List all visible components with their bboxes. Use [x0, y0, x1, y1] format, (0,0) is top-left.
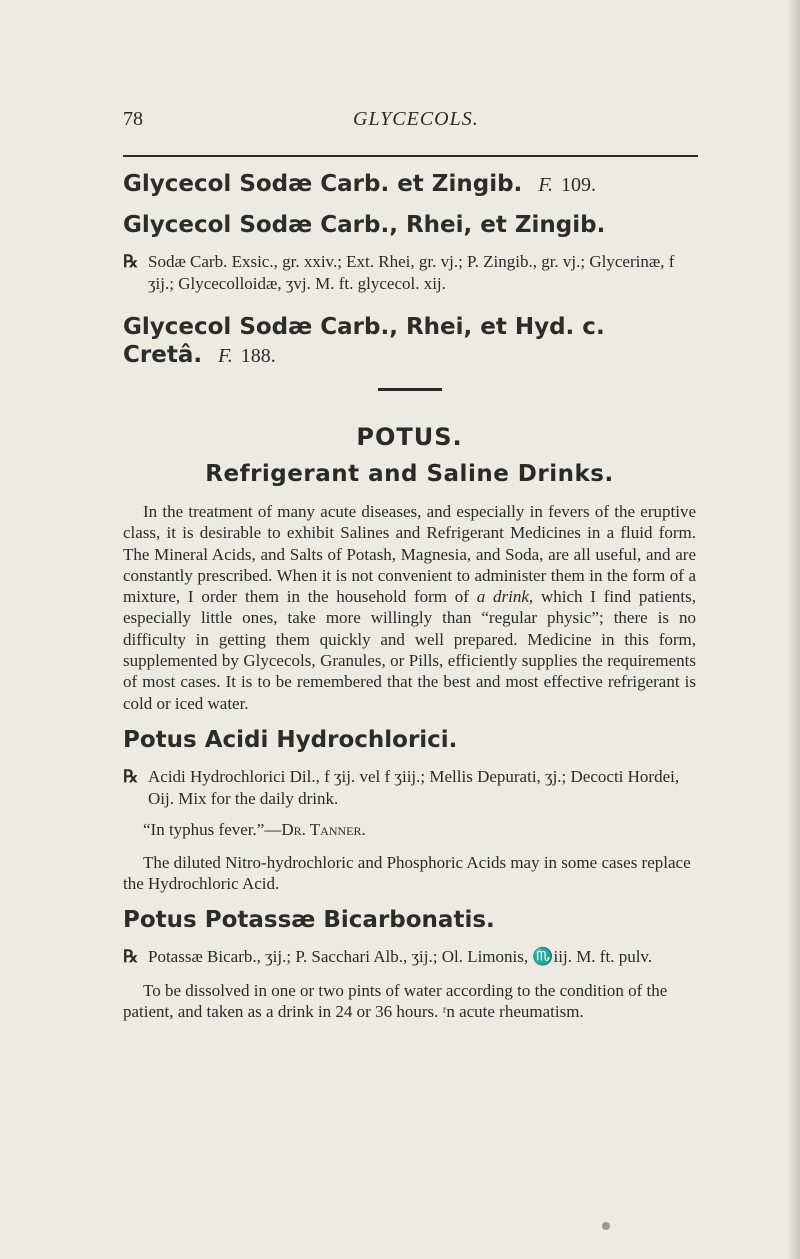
- recipe-symbol: ℞: [123, 252, 139, 271]
- entry-ref-page-3: 188.: [240, 345, 276, 367]
- entry-title-3: [123, 313, 696, 370]
- entry-ref-letter-3: F.: [218, 345, 233, 367]
- entry-title-3-line2: Cretâ.: [123, 342, 203, 368]
- running-header: [123, 108, 698, 138]
- potus-title-1: Potus Acidi Hydrochlorici.: [123, 726, 458, 753]
- potus-note-1: The diluted Nitro-hydrochloric and Phosphoric Acids may in some cases replace the Hydrochloric Acid.: [123, 852, 691, 893]
- prescription-3: [123, 946, 696, 968]
- recipe-symbol: ℞: [123, 766, 139, 786]
- prescription-1-text: Sodæ Carb. Exsic., gr. xxiv.; Ext. Rhei, gr. vj.; P. Zingib., gr. vj.; Glycerinæ, f ʒij.; Glycecolloidæ, ʒvj. M. ft. glycecol. xij.: [148, 252, 675, 293]
- intro-text-rest: , which I find patients, especially little ones, take more willingly than “regular physic”; there is no difficulty in getting them quickly and well prepared. Medicine in this form, supplemented by Glycecols, Granules, or Pills, efficiently supplies the requirements of most cases. It is to be remembered that the best and most effective refrigerant is cold or iced water.: [123, 587, 697, 713]
- prescription-1: [123, 251, 696, 295]
- quote-text: “In typhus fever.”—: [143, 819, 282, 839]
- page-number: 78: [123, 108, 143, 130]
- quote-author: Dr. Tanner.: [281, 819, 366, 839]
- section-divider: [378, 388, 442, 391]
- entry-ref-page-1: 109.: [560, 174, 596, 196]
- intro-paragraph: [123, 501, 696, 714]
- running-title: GLYCECOLS.: [353, 108, 479, 130]
- page-content: [123, 168, 696, 1022]
- header-rule: [123, 155, 698, 157]
- ink-spot: [602, 1222, 610, 1230]
- entry-title-1: [123, 168, 696, 201]
- recipe-symbol: ℞: [123, 946, 139, 966]
- intro-italic: a drink: [476, 587, 529, 607]
- intro-text: In the treatment of many acute diseases, and especially in fevers of the eruptive class, it is desirable to exhibit Salines and Refrigerant Medicines in a fluid form. The Mineral Acids, and Salts of Potash, Magnesia, and Soda, are all useful, and are constantly prescribed. When it is not convenient to administer them in the form of a mixture, I order them in the household form of: [123, 502, 696, 607]
- prescription-3-text: Potassæ Bicarb., ʒij.; P. Sacchari Alb., ʒij.; Ol. Limonis, ♏iij. M. ft. pulv.: [148, 946, 653, 966]
- potus-note-2: To be dissolved in one or two pints of water according to the condition of the patient, and taken as a drink in 24 or 36 hours. ʳn acute rheumatism.: [123, 980, 668, 1021]
- entry-title-1-text: Glycecol Sodæ Carb. et Zingib.: [123, 171, 523, 197]
- entry-ref-letter-1: F.: [538, 174, 553, 196]
- section-subtitle: Refrigerant and Saline Drinks.: [205, 461, 614, 487]
- prescription-2-text: Acidi Hydrochlorici Dil., f ʒij. vel f ʒiij.; Mellis Depurati, ʒj.; Decocti Hordei, Oij. Mix for the daily drink.: [148, 766, 680, 808]
- potus-title-2: Potus Potassæ Bicarbonatis.: [123, 906, 495, 933]
- page-edge-shadow: [786, 0, 800, 1259]
- attribution-quote: [123, 820, 696, 840]
- prescription-2: [123, 766, 696, 810]
- section-title: POTUS.: [356, 423, 463, 451]
- entry-title-3-line1: Glycecol Sodæ Carb., Rhei, et Hyd. c.: [123, 314, 605, 340]
- entry-title-2: Glycecol Sodæ Carb., Rhei, et Zingib.: [123, 212, 606, 238]
